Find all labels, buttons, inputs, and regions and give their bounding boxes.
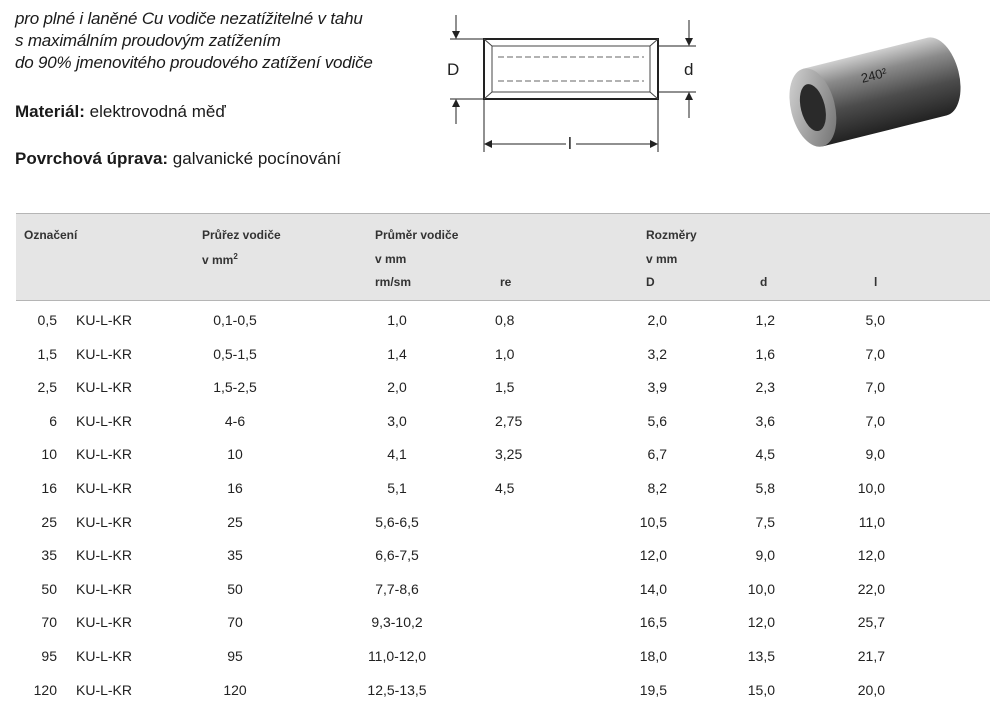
cell-size: 120 bbox=[33, 681, 57, 698]
cell-d: 9,0 bbox=[755, 547, 775, 564]
cell-prurez: 25 bbox=[227, 513, 243, 530]
cell-d: 13,5 bbox=[747, 648, 775, 664]
cell-type: KU-L-KR bbox=[76, 412, 133, 429]
cell-prurez: 120 bbox=[223, 681, 247, 698]
cell-l: 11,0 bbox=[858, 513, 885, 530]
cell-size: 70 bbox=[41, 614, 57, 631]
cell-type: KU-L-KR bbox=[76, 513, 133, 530]
cell-d: 1,2 bbox=[755, 312, 775, 328]
cell-size: 2,5 bbox=[37, 379, 57, 396]
table-header-rule bbox=[16, 300, 990, 301]
table-row bbox=[0, 414, 999, 448]
cell-type: KU-L-KR bbox=[76, 614, 133, 631]
cell-prurez: 1,5-2,5 bbox=[213, 379, 257, 396]
cell-l: 7,0 bbox=[865, 345, 885, 362]
cell-size: 50 bbox=[41, 580, 57, 597]
cell-prurez: 50 bbox=[227, 580, 243, 597]
cell-type: KU-L-KR bbox=[76, 648, 133, 664]
table-header bbox=[16, 214, 990, 300]
intro-line-1: pro plné i laněné Cu vodiče nezatížitelné v tahu bbox=[15, 9, 363, 28]
header-rmsm: rm/sm bbox=[375, 275, 412, 289]
cell-re: 1,5 bbox=[495, 379, 515, 396]
table-row bbox=[0, 649, 999, 683]
cell-D: 3,9 bbox=[647, 379, 667, 396]
cell-l: 12,0 bbox=[857, 547, 885, 564]
cell-re: 4,5 bbox=[495, 480, 515, 496]
cell-d: 1,6 bbox=[755, 345, 775, 362]
cell-rmsm: 4,1 bbox=[387, 446, 407, 463]
cell-prurez: 4-6 bbox=[224, 412, 246, 429]
header-prurez-unit: v $mm^2$ bbox=[202, 252, 238, 267]
table-row bbox=[0, 481, 999, 515]
cell-l: 5,0 bbox=[865, 312, 885, 328]
material-value: elektrovodná měď bbox=[89, 102, 226, 121]
cell-D: 3,2 bbox=[647, 345, 667, 362]
cell-type: KU-L-KR bbox=[76, 446, 133, 463]
header-rozmery-unit: v mm bbox=[646, 252, 678, 266]
header-D: D bbox=[646, 275, 655, 289]
header-l: l bbox=[874, 275, 878, 289]
cell-d: 7,5 bbox=[755, 513, 775, 530]
cell-size: 25 bbox=[41, 513, 57, 530]
table-row bbox=[0, 515, 999, 549]
cell-size: 6 bbox=[49, 412, 57, 429]
cell-type: KU-L-KR bbox=[76, 312, 133, 328]
connector-photo bbox=[788, 20, 978, 155]
material-line bbox=[15, 102, 226, 122]
header-d: d bbox=[760, 275, 768, 289]
header-re: re bbox=[500, 275, 512, 289]
label-d: d bbox=[684, 60, 694, 79]
cell-type: KU-L-KR bbox=[76, 681, 133, 698]
cell-l: 21,7 bbox=[857, 648, 885, 664]
cell-D: 19,5 bbox=[639, 681, 667, 698]
table-row bbox=[0, 582, 999, 616]
cell-prurez: 16 bbox=[227, 480, 243, 496]
cell-rmsm: 6,6-7,5 bbox=[375, 547, 419, 564]
cell-rmsm: 2,0 bbox=[387, 379, 407, 396]
cell-rmsm: 5,6-6,5 bbox=[375, 513, 419, 530]
cell-rmsm: 11,0-12,0 bbox=[367, 648, 427, 664]
intro-line-3: do 90% jmenovitého proudového zatížení vodiče bbox=[15, 53, 373, 72]
cell-re: 2,75 bbox=[495, 412, 523, 429]
cell-re: 1,0 bbox=[495, 345, 515, 362]
cell-prurez: 70 bbox=[227, 614, 243, 631]
cell-d: 5,8 bbox=[755, 480, 775, 496]
surface-line bbox=[15, 149, 341, 169]
cell-rmsm: 3,0 bbox=[387, 412, 407, 429]
cell-rmsm: 1,0 bbox=[387, 312, 407, 328]
cell-type: KU-L-KR bbox=[76, 345, 133, 362]
material-label: Materiál: bbox=[15, 102, 85, 121]
header-oznaceni: Označení bbox=[24, 228, 78, 242]
cell-re: 3,25 bbox=[495, 446, 523, 463]
cell-D: 16,5 bbox=[639, 614, 667, 631]
cell-re: 0,8 bbox=[495, 312, 515, 328]
cell-rmsm: 5,1 bbox=[387, 480, 407, 496]
table-row bbox=[0, 548, 999, 582]
cell-size: 10 bbox=[41, 446, 57, 463]
cell-rmsm: 1,4 bbox=[387, 345, 407, 362]
cell-type: KU-L-KR bbox=[76, 379, 133, 396]
cell-D: 6,7 bbox=[647, 446, 667, 463]
cell-prurez: 0,5-1,5 bbox=[213, 345, 257, 362]
cell-prurez: 0,1-0,5 bbox=[213, 312, 257, 328]
cell-d: 2,3 bbox=[755, 379, 775, 396]
cell-D: 5,6 bbox=[647, 412, 667, 429]
cell-d: 10,0 bbox=[747, 580, 775, 597]
table-row bbox=[0, 313, 999, 347]
cell-D: 8,2 bbox=[647, 480, 667, 496]
header-prumer: Průměr vodiče bbox=[375, 228, 459, 242]
cell-d: 4,5 bbox=[755, 446, 775, 463]
dimension-drawing bbox=[440, 12, 710, 157]
label-l: l bbox=[568, 134, 572, 153]
cell-l: 9,0 bbox=[865, 446, 885, 463]
cell-prurez: 10 bbox=[227, 446, 243, 463]
table-row bbox=[0, 683, 999, 717]
cell-D: 10,5 bbox=[639, 513, 667, 530]
header-rozmery: Rozměry bbox=[646, 228, 697, 242]
cell-rmsm: 12,5-13,5 bbox=[367, 681, 427, 698]
cell-l: 7,0 bbox=[865, 412, 885, 429]
cell-size: 1,5 bbox=[37, 345, 57, 362]
cell-prurez: 35 bbox=[227, 547, 243, 564]
cell-d: 12,0 bbox=[747, 614, 775, 631]
cell-size: 0,5 bbox=[37, 312, 57, 328]
cell-l: 22,0 bbox=[857, 580, 885, 597]
cell-prurez: 95 bbox=[227, 648, 243, 664]
cell-type: KU-L-KR bbox=[76, 580, 133, 597]
cell-type: KU-L-KR bbox=[76, 480, 133, 496]
cell-l: 25,7 bbox=[857, 614, 885, 631]
cell-rmsm: 7,7-8,6 bbox=[375, 580, 419, 597]
cell-D: 14,0 bbox=[639, 580, 667, 597]
cell-type: KU-L-KR bbox=[76, 547, 133, 564]
surface-label: Povrchová úprava: bbox=[15, 149, 169, 168]
cell-size: 95 bbox=[41, 648, 57, 664]
intro-text bbox=[15, 8, 373, 74]
cell-size: 16 bbox=[41, 480, 57, 496]
intro-line-2: s maximálním proudovým zatížením bbox=[15, 31, 281, 50]
photo-engraving: 240² bbox=[859, 64, 889, 86]
label-D: D bbox=[447, 60, 460, 79]
cell-D: 2,0 bbox=[647, 312, 667, 328]
header-prurez: Průřez vodiče bbox=[202, 228, 281, 242]
table-row bbox=[0, 447, 999, 481]
cell-D: 12,0 bbox=[639, 547, 667, 564]
table-row bbox=[0, 380, 999, 414]
table-row bbox=[0, 615, 999, 649]
surface-value: galvanické pocínování bbox=[172, 149, 342, 168]
table-row bbox=[0, 347, 999, 381]
cell-rmsm: 9,3-10,2 bbox=[371, 614, 423, 631]
cell-D: 18,0 bbox=[639, 648, 667, 664]
header-prumer-unit: v mm bbox=[375, 252, 407, 266]
cell-l: 20,0 bbox=[857, 681, 885, 698]
cell-l: 7,0 bbox=[865, 379, 885, 396]
cell-size: 35 bbox=[41, 547, 57, 564]
cell-l: 10,0 bbox=[857, 480, 885, 496]
cell-d: 3,6 bbox=[755, 412, 775, 429]
cell-d: 15,0 bbox=[747, 681, 775, 698]
